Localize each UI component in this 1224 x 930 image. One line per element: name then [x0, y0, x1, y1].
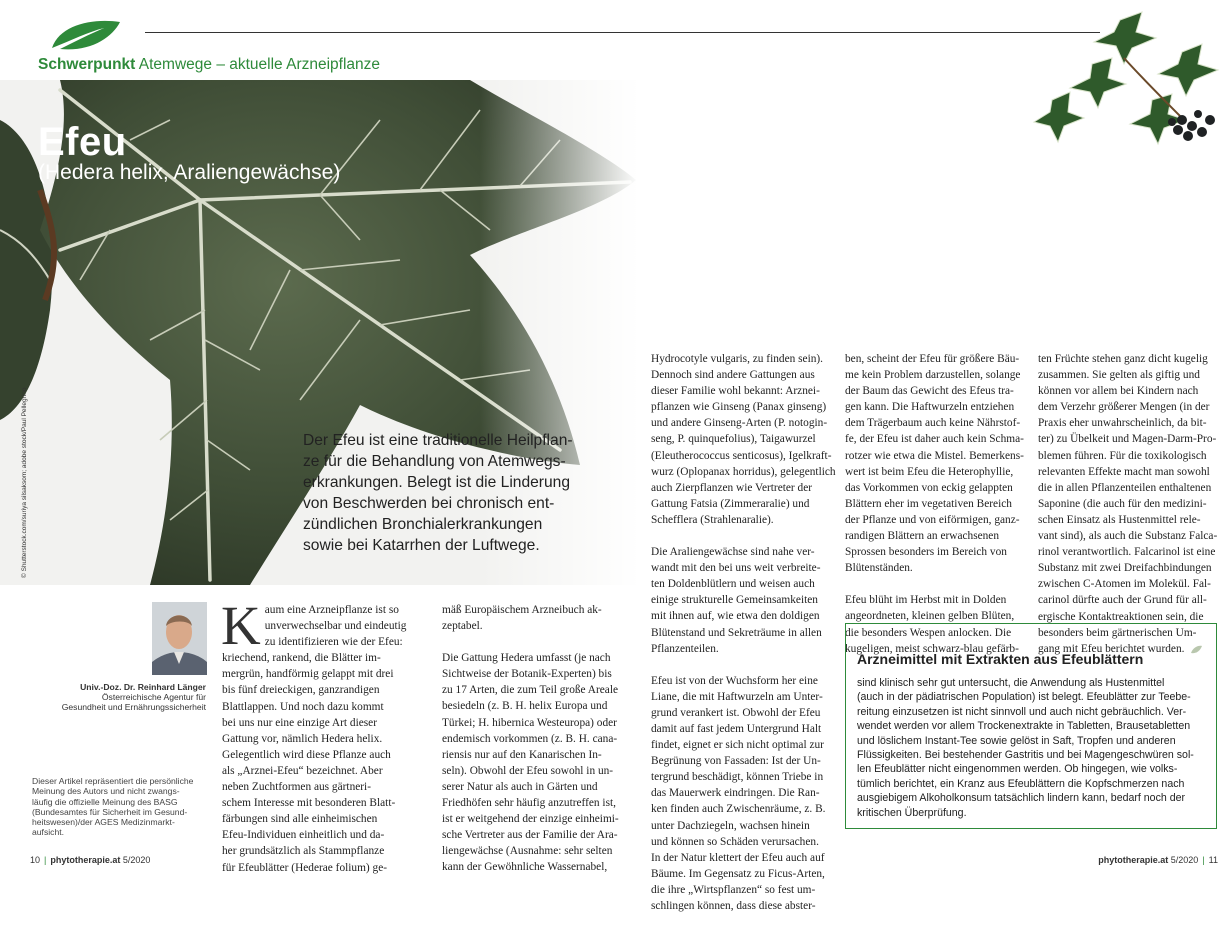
lead-paragraph: [303, 430, 623, 556]
paragraph: [651, 351, 834, 528]
text-line: vant sind), als auch die Substanz Falca-: [1038, 530, 1218, 543]
text-line: wert ist beim Efeu die Heterophyllie,: [845, 465, 1014, 478]
text-line: schen Einsatz als Hustenmittel rele-: [1038, 513, 1201, 526]
text-line: das Mauerwerk eindringen. Die Ran-: [651, 787, 820, 800]
text-line: Pflanzenteilen.: [651, 642, 719, 655]
text-line: Blütenständen.: [845, 562, 913, 575]
text-line: Sichtweise der Botanik-Experten) bis: [442, 668, 612, 681]
text-line: endemisch vorkommen (z. B. H. cana-: [442, 732, 618, 745]
text-line: Blütenstand und Sekreträume in allen: [651, 626, 822, 639]
author-credit: [16, 682, 206, 712]
text-line: ergische Kontaktreaktionen sein, die: [1038, 610, 1204, 623]
text-line: der Pflanze und von eiförmigen, ganz-: [845, 513, 1020, 526]
text-line: zusammen. Sie gelten als giftig und: [1038, 369, 1200, 382]
text-line: dem Trägerbaum auch keine Nährstof-: [845, 417, 1021, 430]
text-line: besonders beim gärtnerischen Um-: [1038, 626, 1197, 639]
text-line: me kein Problem darzustellen, solange: [845, 369, 1021, 382]
text-line: Dennoch sind andere Gattungen aus: [651, 369, 815, 382]
info-box-line: reitung einzusetzen ist nicht sinnvoll und auch nicht gebräuchlich. Ver-: [857, 705, 1187, 718]
author-photo: [152, 602, 207, 675]
info-box-line: wendet werden vor allem Trockenextrakte in Tabletten, Brausetabletten: [857, 720, 1191, 733]
author-org-line: Gesundheit und Ernährungssicherheit: [61, 702, 206, 712]
info-box-line: und löslichem Instant-Tee sowie gelöst in Saft, Tropfen und anderen: [857, 734, 1176, 747]
text-line: Die Araliengewächse sind nahe ver-: [651, 546, 815, 559]
text-line: Friedhöfen sehr häufig anzutreffen ist,: [442, 797, 616, 810]
text-line: ben, scheint der Efeu für größere Bäu-: [845, 353, 1020, 365]
paragraph: [442, 650, 619, 875]
info-box-line: tümlich berichtet, ein Kranz aus Efeublättern die Kopfschmerzen nach: [857, 777, 1185, 790]
text-line: her grundsätzlich als Stammpflanze: [222, 845, 385, 858]
info-box-line: ausgiebigem Alkoholkonsum tatsächlich lindern kann, bedarf noch der: [857, 792, 1186, 805]
section-label-bold: Schwerpunkt: [38, 56, 136, 73]
text-line: sche Vertreter aus der Familie der Ara-: [442, 829, 618, 842]
text-line: für Efeublätter (Hederae folium) ge-: [222, 861, 388, 874]
text-line: kugeligen, meist schwarz-blau gefärb-: [845, 642, 1019, 655]
section-label-topic: Atemwege – aktuelle Arzneipflanze: [135, 56, 381, 73]
text-line: als „Arznei-Efeu“ bezeichnet. Aber: [222, 764, 383, 777]
text-line: können vor allem bei Kindern nach: [1038, 385, 1199, 398]
text-line: unverwechselbar und eindeutig: [264, 620, 407, 633]
text-line: wandt mit den bei uns weit verbreite-: [651, 562, 821, 575]
disclaimer-line: aufsicht.: [32, 827, 65, 838]
text-line: ken finden auch Zwischenräume, z. B.: [651, 803, 826, 816]
text-line: gen kann. Die Haftwurzeln entziehen: [845, 401, 1015, 414]
text-line: ist er weitgehend der einzige einheimi-: [442, 813, 619, 826]
footer-site-left: phytotherapie.at: [50, 855, 121, 865]
info-box-text: [857, 676, 1212, 820]
text-line: dem Verzehr größerer Mengen (in der: [1038, 401, 1210, 414]
author-org-line: Österreichische Agentur für: [101, 692, 206, 702]
lead-line: von Beschwerden bei chronisch ent-: [303, 495, 555, 512]
footer-right: phytotherapie.at 5/2020 | 11: [1098, 855, 1218, 865]
text-line: der Baum das Gewicht des Efeus tra-: [845, 385, 1014, 398]
header-rule: [145, 32, 1100, 33]
text-line: bei uns nur eine einzige Art dieser: [222, 716, 377, 729]
text-line: dieser Familie wohl bekannt: Arznei-: [651, 385, 820, 398]
text-line: Praxis eher unwahrscheinlich, da bit-: [1038, 417, 1207, 430]
text-line: riensis nur auf den Kanarischen In-: [442, 748, 602, 761]
text-line: besiedeln (z. B. H. helix Europa und: [442, 700, 608, 713]
text-line: mergrün, handförmig gelappt mit drei: [222, 668, 394, 681]
drop-cap: K: [221, 595, 261, 656]
text-line: färbungen sind alle einheimischen: [222, 813, 378, 826]
text-line: ten Doldenblütlern und weisen auch: [651, 578, 815, 591]
author-name: Univ.-Doz. Dr. Reinhard Länger: [80, 682, 206, 692]
text-line: tergrund beschädigt, können Triebe in: [651, 771, 824, 784]
text-line: bis fünf dreieckigen, ganzrandigen: [222, 684, 380, 697]
text-line: rinol verantwortlich. Falcarinol ist eine: [1038, 546, 1216, 559]
footer-left: 10 | phytotherapie.at 5/2020: [30, 855, 151, 865]
text-line: Efeu ist von der Wuchsform her eine: [651, 674, 818, 687]
text-line: Gattung Fatsia (Zimmeraralie) und: [651, 497, 810, 510]
article-subtitle: (Hedera helix, Araliengewächse): [38, 161, 341, 184]
text-line: gang mit Efeu berichtet wurden.: [1038, 641, 1218, 657]
text-line: wurz (Oplopanax horridus), gelegentlich: [651, 465, 836, 478]
text-line: die in allen Pflanzenteilen enthaltenen: [1038, 481, 1212, 494]
text-line: Begrünung von Fassaden: Ist der Un-: [651, 755, 821, 768]
disclaimer-line: Dieser Artikel repräsentiert die persönliche: [32, 776, 194, 786]
text-line: zeptabel.: [442, 620, 483, 633]
text-line: Schefflera (Strahlenaralie).: [651, 513, 774, 526]
info-box-line: Flüssigkeiten. Bei bestehender Gastritis und bei Magengeschwüren sol-: [857, 749, 1194, 762]
text-line: Blättern eher im vegetativen Bereich: [845, 497, 1012, 510]
lead-line: erkrankungen. Belegt ist die Linderung: [303, 474, 571, 491]
body-column-3: [651, 351, 834, 930]
ivy-sprig-illustration: [1032, 8, 1224, 168]
text-line: angeordneten, kleinen gelben Blüten,: [845, 610, 1015, 623]
lead-line: zündlichen Bronchialerkrankungen: [303, 516, 543, 533]
text-line: Gelegentlich wird diese Pflanze auch: [222, 748, 391, 761]
disclaimer-line: heitswesen)/der AGES Medizinmarkt-: [32, 817, 175, 828]
info-box-line: (auch in der pädiatrischen Population) ist belegt. Efeublätter zur Teebe-: [857, 691, 1191, 704]
text-line: mäß Europäischem Arzneibuch ak-: [442, 604, 602, 616]
text-line: kriechend, rankend, die Blätter im-: [222, 652, 381, 665]
footer-issue-right: 5/2020: [1170, 855, 1199, 865]
text-line: Gattung vor, nämlich Hedera helix.: [222, 732, 383, 745]
leaf-icon: [50, 18, 122, 54]
text-line: die ihre „Wirtspflanzen“ so fest um-: [651, 883, 816, 896]
article-title: Efeu: [38, 120, 127, 164]
text-line: relevanten Effekte macht man sowohl: [1038, 465, 1210, 478]
text-line: blemen führen. Für die toxikologisch: [1038, 449, 1207, 462]
page-number-left: 10: [30, 855, 41, 865]
text-line: schem Interesse mit besonderen Blatt-: [222, 797, 396, 810]
text-line: Bäume. Im Gegensatz zu Ficus-Arten,: [651, 867, 825, 880]
text-line: carinol dürfte auch der Grund für all-: [1038, 594, 1207, 607]
text-line: zu identifizieren wie der Efeu:: [264, 636, 403, 649]
text-line: Efeu-Individuen einheitlich und da-: [222, 829, 385, 842]
text-line: damit auf fast jedem Untergrund Halt: [651, 722, 822, 735]
text-line: ter) zu Übelkeit und Magen-Darm-Pro-: [1038, 433, 1217, 446]
photo-credit-text: © Shutterstock.com/suriya silsaksom; adobe stock/Paul Pellegrino: [21, 387, 28, 578]
text-line: Efeu blüht im Herbst mit in Dolden: [845, 594, 1007, 607]
disclaimer-line: Meinung des Autors und nicht zwangs-: [32, 786, 180, 797]
paragraph: [651, 673, 834, 914]
lead-line: Der Efeu ist eine traditionelle Heilpflan-: [303, 432, 573, 449]
text-line: und andere Ginseng-Arten (P. notogin-: [651, 417, 828, 430]
text-line: Saponine (die auch für den medizini-: [1038, 497, 1207, 510]
body-column-2: [442, 602, 619, 892]
text-line: (Eleutherococcus senticosus), Igelkraft-: [651, 449, 832, 462]
text-line: seln). Obwohl der Efeu sowohl in un-: [442, 764, 614, 777]
text-line: und können so Schäden verursachen.: [651, 835, 819, 848]
info-box-line: kritischen Überprüfung.: [857, 806, 967, 819]
text-line: die besonders Wespen anlocken. Die: [845, 626, 1012, 639]
text-line: aum eine Arzneipflanze ist so: [264, 604, 399, 616]
author-disclaimer: [32, 776, 210, 838]
text-line: Liane, die mit Haftwurzeln am Unter-: [651, 690, 823, 703]
text-line: seng, P. quinquefolius), Taigawurzel: [651, 433, 816, 446]
text-line: schlingen können, dass diese abster-: [651, 900, 816, 912]
paragraph: [221, 595, 428, 876]
disclaimer-line: (Bundesamtes für Sicherheit im Gesund-: [32, 806, 188, 817]
text-line: zu 17 Arten, die zum Teil große Areale: [442, 684, 619, 697]
text-line: In der Natur klettert der Efeu auch auf: [651, 851, 825, 864]
text-line: Substanz mit zwei Dreifachbindungen: [1038, 562, 1212, 575]
text-line: einige strukturelle Gemeinsamkeiten: [651, 594, 818, 607]
paragraph: [845, 351, 1028, 576]
photo-credit: [5, 387, 28, 600]
text-line: liengewächse (Ausnahme: sehr selten: [442, 845, 613, 858]
lead-line: ze für die Behandlung von Atemwegs-: [303, 453, 566, 470]
paragraph: [651, 544, 834, 657]
text-line: das Vorkommen von eckig gelappten: [845, 481, 1013, 494]
text-line: auch Zierpflanzen wie Vertreter der: [651, 481, 813, 494]
section-label: [38, 56, 380, 74]
footer-issue-left: 5/2020: [122, 855, 151, 865]
text-line: Blattlappen. Und noch dazu kommt: [222, 700, 384, 713]
text-line: Türkei; H. hibernica Westeuropa) oder: [442, 716, 617, 729]
text-line: unter Dachziegeln, wachsen hinein: [651, 819, 810, 832]
footer-site-right: phytotherapie.at: [1098, 855, 1169, 865]
text-line: findet, eignet er sich nicht optimal zur: [651, 739, 824, 752]
text-line: rotzer wie etwa die Mistel. Bemerkens-: [845, 449, 1024, 462]
text-line: pflanzen wie Ginseng (Panax ginseng): [651, 401, 827, 414]
text-line: neben Zuchtformen aus gärtneri-: [222, 781, 371, 794]
info-box: [845, 623, 1217, 829]
lead-line: sowie bei Katarrhen der Luftwege.: [303, 537, 540, 554]
text-line: fe, der Efeu ist daher auch kein Schma-: [845, 433, 1024, 446]
text-line: Sprossen besonders im Bereich von: [845, 546, 1007, 559]
text-line: serer Natur als auch in Gärten und: [442, 780, 598, 793]
text-line: kann der Gewöhnliche Wassernabel,: [442, 861, 608, 874]
disclaimer-line: läufig die offizielle Meinung des BASG: [32, 796, 178, 807]
info-box-title: Arzneimittel mit Extrakten aus Efeublättern: [857, 651, 1144, 667]
text-line: randigen Blättern an erwachsenen: [845, 530, 1000, 543]
body-column-1: [221, 595, 428, 892]
text-line: Die Gattung Hedera umfasst (je nach: [442, 652, 611, 665]
page-number-right: 11: [1208, 855, 1218, 865]
text-line: mit ihnen auf, wie etwa den doldigen: [651, 610, 820, 623]
info-box-line: len Efeublätter nicht eingenommen werden. Ob hingegen, wie volks-: [857, 763, 1178, 776]
text-line: zwischen C-Atomen im Molekül. Fal-: [1038, 578, 1211, 591]
text-line: Hydrocotyle vulgaris, zu finden sein).: [651, 353, 824, 365]
text-line: grund verankert ist. Obwohl der Efeu: [651, 706, 821, 719]
paragraph: [1038, 351, 1218, 657]
info-box-line: sind klinisch sehr gut untersucht, die Anwendung als Hustenmittel: [857, 677, 1165, 689]
text-line: ten Früchte stehen ganz dicht kugelig: [1038, 353, 1208, 365]
paragraph: [442, 602, 604, 634]
